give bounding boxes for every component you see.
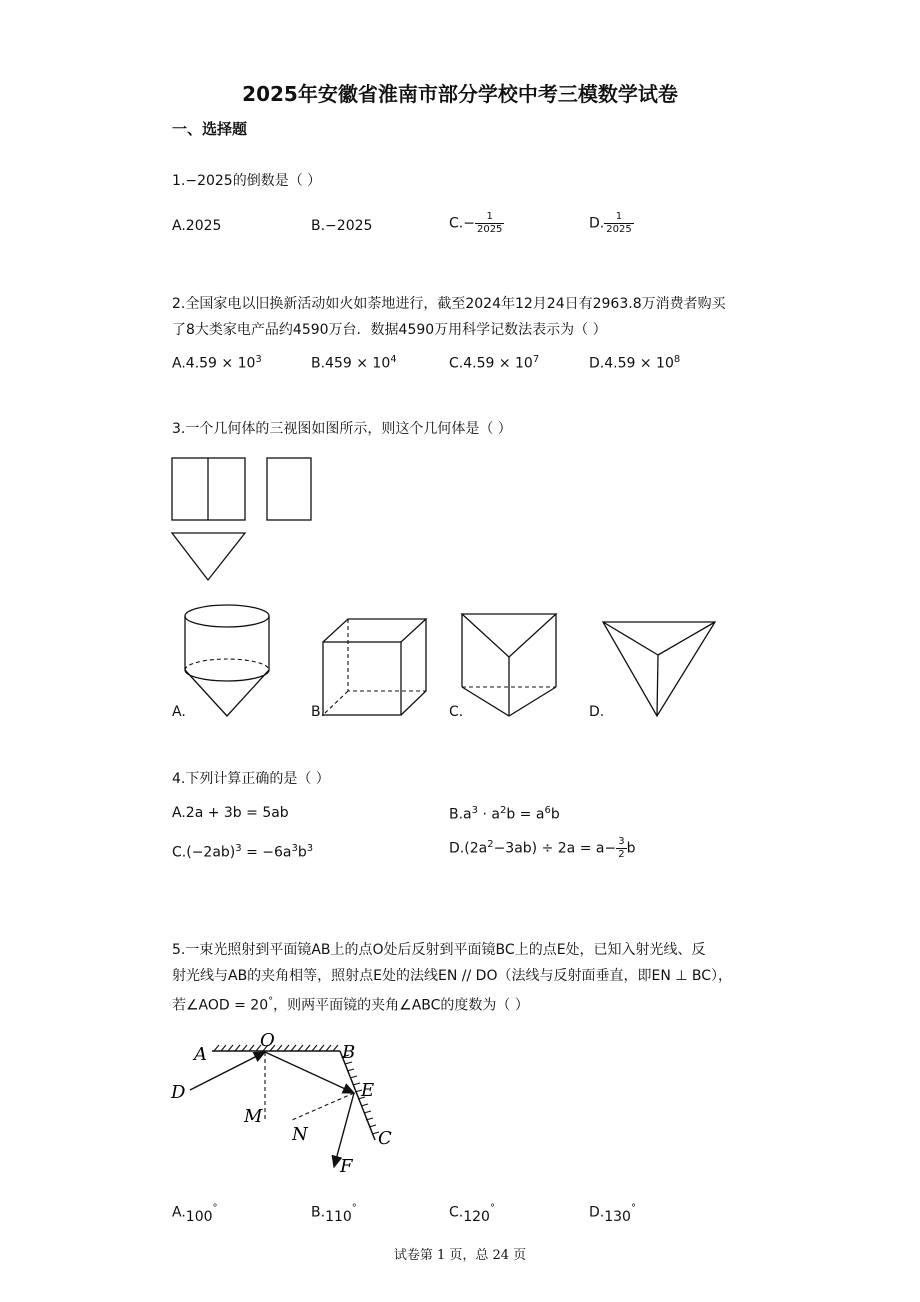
q1-option-b[interactable]: B.−2025 [311,218,373,234]
top-view-triangle [172,533,245,580]
label-c: C [378,1128,392,1149]
label-a: A [194,1044,207,1065]
label-n: N [292,1124,308,1145]
q2-option-b[interactable]: $B.459 \times 10^4$ [311,354,397,372]
q1-option-c-fraction: $\frac{1}{2025}$ [476,211,503,235]
q1-stem: 1.−2025的倒数是（ ） [172,173,322,189]
page-footer: 试卷第 1 页，总 24 页 [393,1248,527,1263]
q3-option-b[interactable]: B. [311,704,326,720]
label-o: O [260,1030,275,1051]
reflected-ray [265,1052,354,1093]
q3-option-a[interactable]: A. [172,704,186,720]
q3-option-a-figure[interactable] [183,603,283,718]
q2-option-c[interactable]: $C.4.59 \times 10^7$ [449,354,540,372]
section-heading: 一、选择题 [172,120,248,138]
q4-option-d[interactable]: $D.(2a^2-3ab) \div 2a = a-$ $\frac{3}{2}$ b [449,836,636,860]
q4-option-a[interactable]: A.2a + 3b = 5ab [172,805,289,821]
q1-option-d-label: D. [589,215,605,232]
q5-mirror-diagram [168,1030,408,1180]
q5-stem-line1: 5.一束光照射到平面镜AB上的点O处后反射到平面镜BC上的点E处，已知入射光线、反 [172,942,706,958]
mirror-ab-hatching [214,1045,338,1051]
q5-stem-line3: 若∠AOD = 20°，则两平面镜的夹角∠ABC的度数为（ ） [172,996,529,1014]
q2-stem-line1: 2.全国家电以旧换新活动如火如荼地进行，截至2024年12月24日有2963.8万消费者购买 [172,296,726,312]
q3-option-c[interactable]: C. [449,704,464,720]
label-e: E [361,1080,375,1101]
q1-option-a[interactable]: A.2025 [172,218,222,234]
q4-option-d-fraction: $\frac{3}{2}$ [618,836,625,860]
label-m: M [244,1106,263,1127]
q5-option-d[interactable]: D.130° [589,1203,636,1225]
side-view-rect [267,458,311,520]
q3-option-c-figure[interactable] [461,612,561,722]
q3-option-d-figure[interactable] [601,619,721,719]
q5-option-a[interactable]: A.100° [172,1203,218,1225]
q5-option-c[interactable]: C.120° [449,1203,495,1225]
q1-option-c-label: C.− [449,215,475,232]
normal-en [292,1093,354,1120]
q2-option-a[interactable]: $A.4.59 \times 10^3$ [172,354,262,372]
q4-option-b[interactable]: $B.a^3 \cdot a^2b = a^6b$ [449,805,560,823]
q1-option-d-fraction: $\frac{1}{2025}$ [606,211,632,235]
q2-option-d[interactable]: $D.4.59 \times 10^8$ [589,354,681,372]
q3-stem: 3.一个几何体的三视图如图所示，则这个几何体是（ ） [172,421,512,437]
q5-stem-line2: 射光线与AB的夹角相等，照射点E处的法线EN // DO（法线与反射面垂直，即EN ⊥ BC）， [172,968,733,984]
q3-option-b-figure[interactable] [320,617,440,717]
q3-option-d[interactable]: D. [589,704,605,720]
q2-stem-line2: 了8大类家电产品约4590万台．数据4590万用科学记数法表示为（ ） [172,322,607,338]
page-title: 2025年安徽省淮南市部分学校中考三模数学试卷 [242,82,678,106]
label-b: B [342,1042,356,1063]
label-d: D [171,1082,186,1103]
q4-option-c[interactable]: $C.(-2ab)^3 = -6a^3b^3$ [172,843,314,861]
q4-stem: 4.下列计算正确的是（ ） [172,771,330,787]
q1-option-d[interactable] [589,211,634,236]
label-f: F [340,1156,353,1177]
q5-option-b[interactable]: B.110° [311,1203,357,1225]
q1-option-c[interactable] [449,211,504,236]
q3-three-view-figure [170,456,320,586]
